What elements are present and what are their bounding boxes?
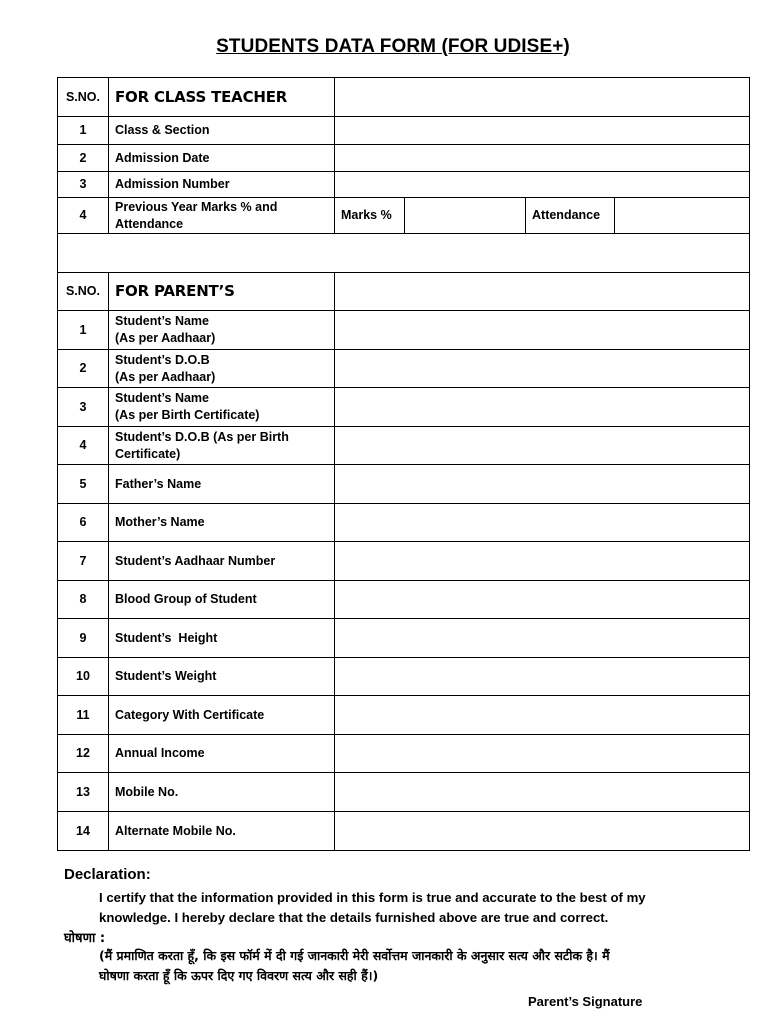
field-label: Mother’s Name [109,504,335,542]
table-row [58,117,750,145]
row-number: 10 [58,658,109,696]
admission-number-field[interactable] [335,172,750,198]
field-label: Student’s Aadhaar Number [109,542,335,581]
sno-header: S.NO. [58,78,109,117]
student-data-table [57,77,750,851]
row-number: 2 [58,145,109,172]
table-row [58,812,750,851]
field-label: Father’s Name [109,465,335,504]
category-field[interactable] [335,696,750,735]
field-label: Student’s Height [109,619,335,658]
table-row [58,465,750,504]
hindi-declaration-label: घोषणा : [64,931,106,946]
marks-label: Marks % [335,198,405,234]
table-row [58,172,750,198]
row-number: 12 [58,735,109,773]
parent-section-heading: FOR PARENT’S [109,273,335,311]
teacher-header-blank [335,78,750,117]
row-number: 14 [58,812,109,851]
sno-header: S.NO. [58,273,109,311]
table-row [58,542,750,581]
table-row [58,388,750,427]
spacer-row [58,234,750,273]
table-row [58,427,750,465]
table-row [58,311,750,350]
field-label: Student’s Name (As per Aadhaar) [109,311,335,350]
student-name-birth-cert-field[interactable] [335,388,750,427]
declaration-heading: Declaration: [64,866,151,883]
row-number: 9 [58,619,109,658]
table-row [58,658,750,696]
table-row [58,619,750,658]
attendance-field[interactable] [615,198,750,234]
table-row [58,696,750,735]
row-number: 4 [58,427,109,465]
annual-income-field[interactable] [335,735,750,773]
field-label: Mobile No. [109,773,335,812]
class-section-field[interactable] [335,117,750,145]
attendance-label: Attendance [526,198,615,234]
field-label: Previous Year Marks % and Attendance [109,198,335,234]
row-number: 1 [58,311,109,350]
student-name-aadhaar-field[interactable] [335,311,750,350]
student-dob-birth-cert-field[interactable] [335,427,750,465]
field-label: Student’s D.O.B (As per Aadhaar) [109,350,335,388]
field-label: Admission Number [109,172,335,198]
row-number: 7 [58,542,109,581]
field-label: Student’s D.O.B (As per Birth Certificate) [109,427,335,465]
parent-header-blank [335,273,750,311]
marks-field[interactable] [405,198,526,234]
row-number: 1 [58,117,109,145]
row-number: 4 [58,198,109,234]
field-label: Admission Date [109,145,335,172]
row-number: 8 [58,581,109,619]
row-number: 11 [58,696,109,735]
table-row [58,504,750,542]
mobile-field[interactable] [335,773,750,812]
row-number: 13 [58,773,109,812]
father-name-field[interactable] [335,465,750,504]
admission-date-field[interactable] [335,145,750,172]
height-field[interactable] [335,619,750,658]
table-row [58,198,750,234]
table-row [58,145,750,172]
row-number: 3 [58,172,109,198]
weight-field[interactable] [335,658,750,696]
row-number: 2 [58,350,109,388]
table-row [58,773,750,812]
alternate-mobile-field[interactable] [335,812,750,851]
table-row [58,581,750,619]
field-label: Alternate Mobile No. [109,812,335,851]
row-number: 6 [58,504,109,542]
field-label: Student’s Weight [109,658,335,696]
field-label: Class & Section [109,117,335,145]
table-row [58,350,750,388]
blood-group-field[interactable] [335,581,750,619]
declaration-text: I certify that the information provided in this form is true and accurate to the best of my knowledge. I hereby declare that the details furnished above are true and correct. [99,890,646,925]
field-label: Annual Income [109,735,335,773]
row-number: 5 [58,465,109,504]
table-row [58,735,750,773]
mother-name-field[interactable] [335,504,750,542]
parent-signature-label: Parent’s Signature [528,994,643,1009]
field-label: Category With Certificate [109,696,335,735]
parent-section-header-row [58,273,750,311]
student-dob-aadhaar-field[interactable] [335,350,750,388]
teacher-section-header-row [58,78,750,117]
field-label: Student’s Name (As per Birth Certificate) [109,388,335,427]
spacer-cell [58,234,750,273]
form-title: STUDENTS DATA FORM (FOR UDISE+) [216,36,570,57]
aadhaar-number-field[interactable] [335,542,750,581]
field-label: Blood Group of Student [109,581,335,619]
teacher-section-heading: FOR CLASS TEACHER [109,78,335,117]
row-number: 3 [58,388,109,427]
hindi-declaration-text: (मैं प्रमाणित करता हूँ, कि इस फॉर्म में दी गई जानकारी मेरी सर्वोत्तम जानकारी के अनुसार सत्य और सटीक है। मैं घोषणा करता हूँ कि ऊपर दिए गए विवरण सत्य और सही हैं।) [99,948,610,983]
